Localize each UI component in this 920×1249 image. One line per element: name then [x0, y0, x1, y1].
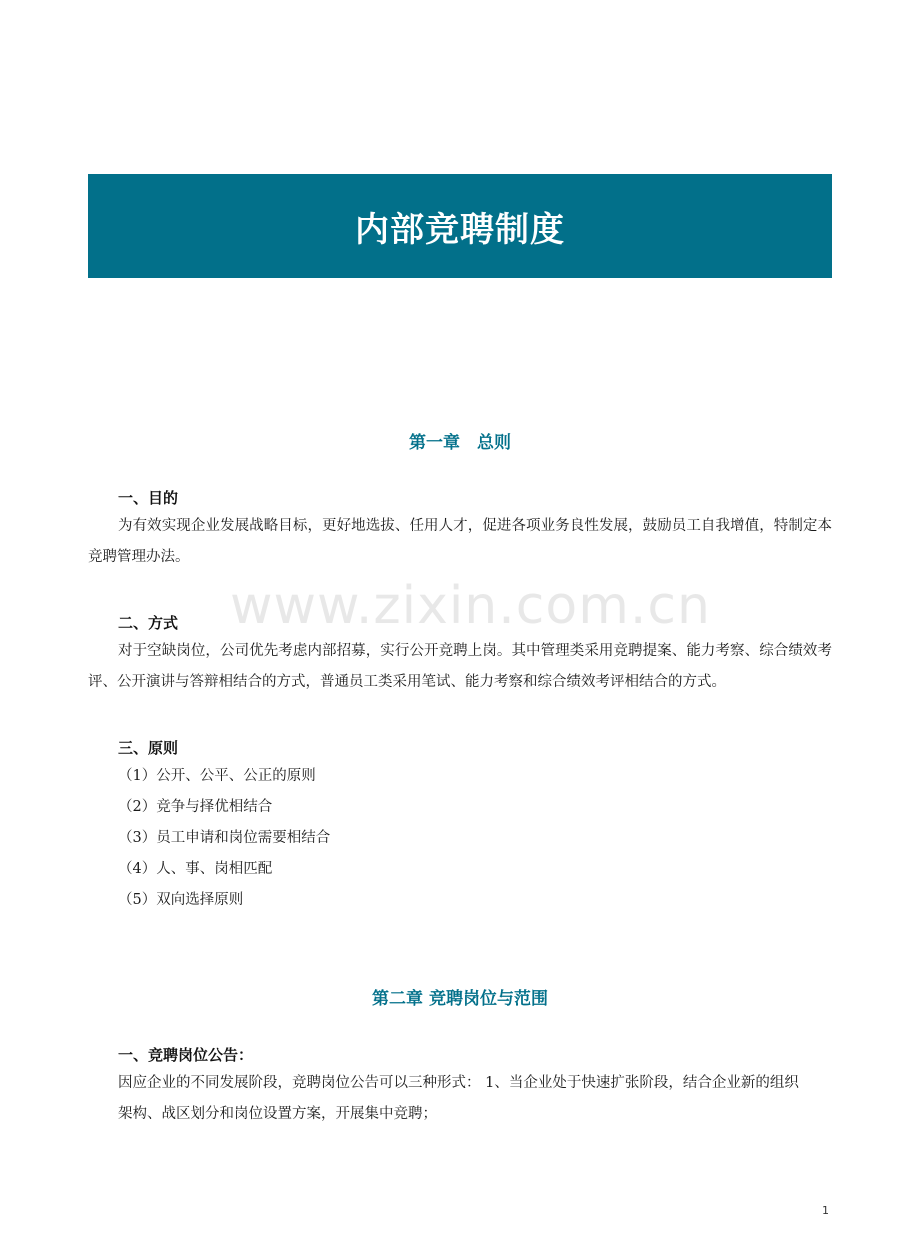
- section-text-announcement: 因应企业的不同发展阶段，竞聘岗位公告可以三种形式： 1、当企业处于快速扩张阶段，结合企业新的组织架构、战区划分和岗位设置方案，开展集中竞聘；: [118, 1075, 799, 1122]
- principle-item: （4）人、事、岗相匹配: [118, 861, 273, 877]
- principle-item: （1）公开、公平、公正的原则: [118, 768, 316, 784]
- principle-item: （3）员工申请和岗位需要相结合: [118, 830, 331, 846]
- chapter-1-title: 第一章 总则: [409, 433, 511, 453]
- section-text-purpose: 为有效实现企业发展战略目标，更好地选拔、任用人才，促进各项业务良性发展，鼓励员工自我增值，特制定本竞聘管理办法。: [88, 518, 832, 565]
- principle-item: （5）双向选择原则: [118, 892, 244, 908]
- watermark: www.zixin.com.cn: [230, 576, 711, 636]
- chapter-2-title: 第二章 竞聘岗位与范围: [372, 989, 548, 1009]
- title-banner: [88, 174, 832, 278]
- section-heading-principles: 三、原则: [118, 739, 179, 757]
- page-number: 1: [822, 1204, 829, 1217]
- document-title: 内部竞聘制度: [355, 209, 565, 250]
- section-heading-method: 二、方式: [118, 614, 179, 632]
- section-text-method: 对于空缺岗位，公司优先考虑内部招募，实行公开竞聘上岗。其中管理类采用竞聘提案、能力考察、综合绩效考评、公开演讲与答辩相结合的方式，普通员工类采用笔试、能力考察和综合绩效考评相结合的方式。: [88, 643, 832, 690]
- section-heading-announcement: 一、竞聘岗位公告：: [118, 1046, 254, 1064]
- principle-item: （2）竞争与择优相结合: [118, 799, 273, 815]
- section-heading-purpose: 一、目的: [118, 489, 179, 507]
